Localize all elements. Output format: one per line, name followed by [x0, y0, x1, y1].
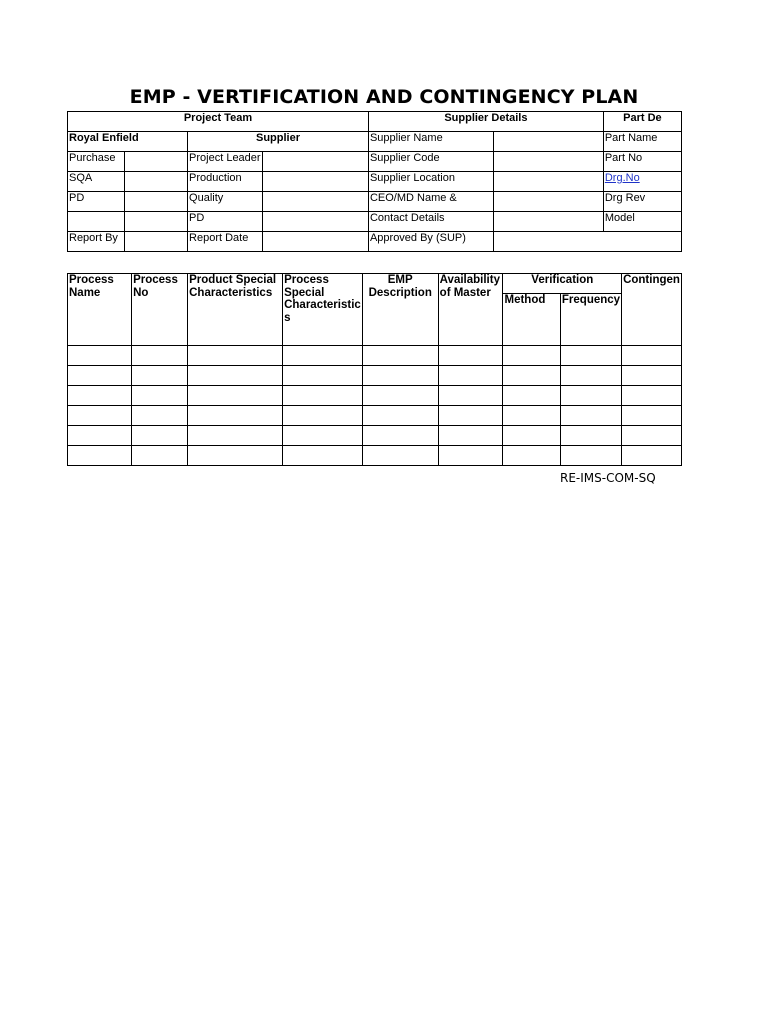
col-product-special: Product Special Characteristics: [188, 274, 283, 346]
approved-by-label: Approved By (SUP): [368, 232, 493, 252]
drg-no-link[interactable]: Drg.No: [604, 172, 640, 184]
page-title: EMP - VERTIFICATION AND CONTINGENCY PLAN: [129, 86, 639, 108]
table-row: [68, 386, 682, 406]
part-details-header: Part De: [603, 112, 681, 132]
col-availability: Availability of Master: [438, 274, 503, 346]
table-row: [68, 406, 682, 426]
contact-details-value[interactable]: [493, 212, 603, 232]
empty-label: [68, 212, 125, 232]
part-no-label: Part No: [603, 152, 681, 172]
approved-by-value[interactable]: [493, 232, 681, 252]
table-row: [68, 426, 682, 446]
verification-table: [67, 273, 682, 466]
table-row: [68, 366, 682, 386]
pd-supplier-value[interactable]: [262, 212, 368, 232]
col-emp-description: EMP Description: [362, 274, 438, 346]
pd-label: PD: [68, 192, 125, 212]
model-label: Model: [603, 212, 681, 232]
supplier-name-value[interactable]: [493, 132, 603, 152]
pd-value[interactable]: [124, 192, 187, 212]
pd-supplier-label: PD: [188, 212, 263, 232]
document-code: RE-IMS-COM-SQ: [560, 471, 656, 485]
col-method: Method: [503, 294, 560, 346]
sqa-label: SQA: [68, 172, 125, 192]
supplier-location-value[interactable]: [493, 172, 603, 192]
production-label: Production: [188, 172, 263, 192]
supplier-label: Supplier: [188, 132, 369, 152]
supplier-code-value[interactable]: [493, 152, 603, 172]
production-value[interactable]: [262, 172, 368, 192]
table-row: [68, 446, 682, 466]
col-contingency: Contingen: [622, 274, 682, 346]
report-date-label: Report Date: [188, 232, 263, 252]
empty-value[interactable]: [124, 212, 187, 232]
project-team-header: Project Team: [68, 112, 369, 132]
purchase-label: Purchase: [68, 152, 125, 172]
report-by-label: Report By: [68, 232, 125, 252]
supplier-details-header: Supplier Details: [368, 112, 603, 132]
royal-enfield-label: Royal Enfield: [68, 132, 188, 152]
col-verification: Verification: [503, 274, 622, 294]
ceo-md-label: CEO/MD Name &: [368, 192, 493, 212]
col-process-name: Process Name: [68, 274, 132, 346]
quality-label: Quality: [188, 192, 263, 212]
details-table: [67, 111, 682, 252]
drg-rev-label: Drg Rev: [603, 192, 681, 212]
report-date-value[interactable]: [262, 232, 368, 252]
supplier-code-label: Supplier Code: [368, 152, 493, 172]
project-leader-label: Project Leader: [188, 152, 263, 172]
supplier-location-label: Supplier Location: [368, 172, 493, 192]
table-row: [68, 346, 682, 366]
contact-details-label: Contact Details: [368, 212, 493, 232]
ceo-md-value[interactable]: [493, 192, 603, 212]
part-name-label: Part Name: [603, 132, 681, 152]
purchase-value[interactable]: [124, 152, 187, 172]
report-by-value[interactable]: [124, 232, 187, 252]
sqa-value[interactable]: [124, 172, 187, 192]
project-leader-value[interactable]: [262, 152, 368, 172]
col-process-no: Process No: [132, 274, 188, 346]
supplier-name-label: Supplier Name: [368, 132, 493, 152]
col-frequency: Frequency: [560, 294, 621, 346]
col-process-special: Process Special Characteristic s: [283, 274, 363, 346]
quality-value[interactable]: [262, 192, 368, 212]
